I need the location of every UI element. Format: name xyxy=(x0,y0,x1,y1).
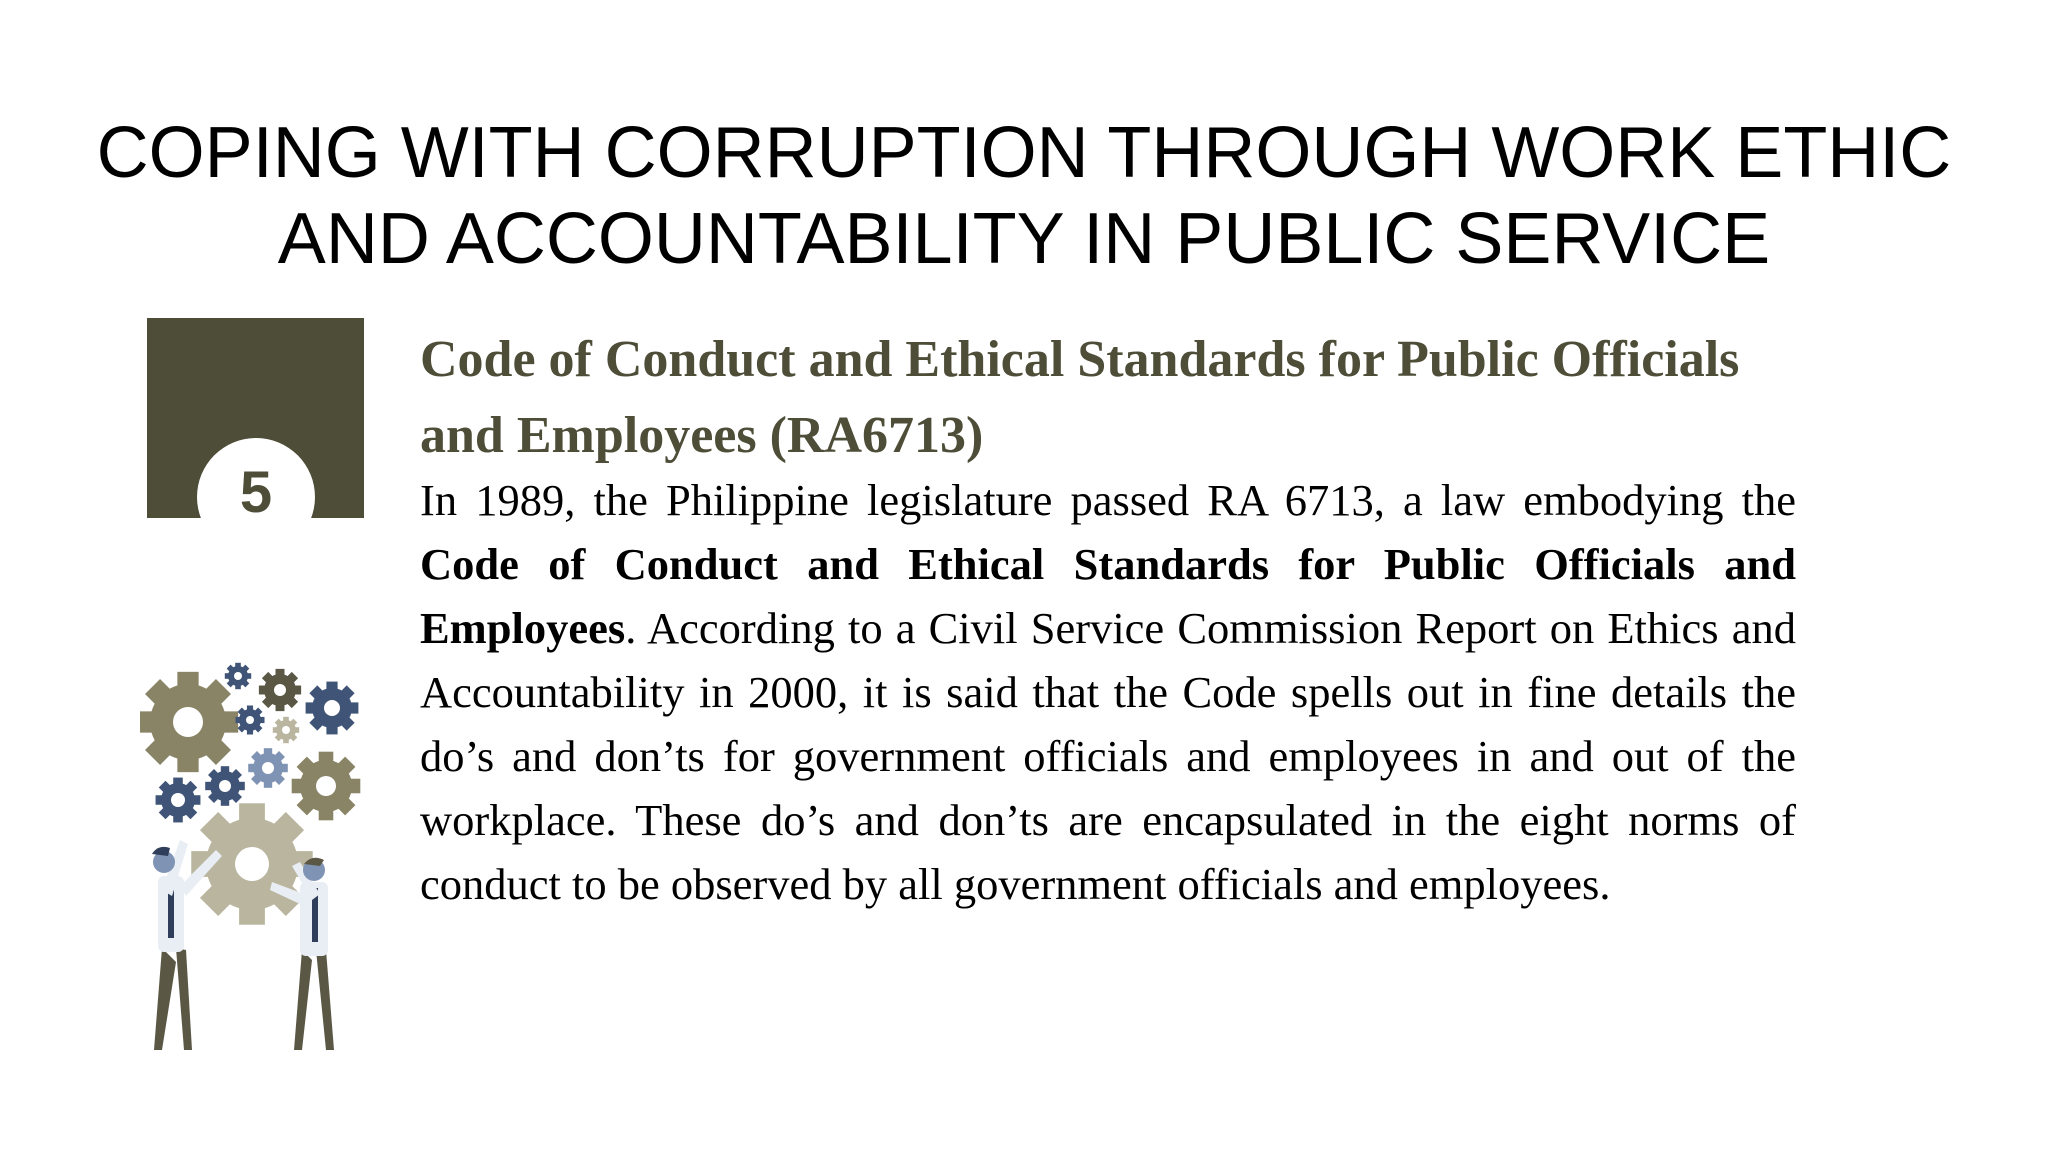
section-heading-line-1: Code of Conduct and Ethical Standards for Public Officials xyxy=(420,331,1740,388)
gear-icon-light-small xyxy=(273,717,299,743)
body-paragraph xyxy=(420,468,1796,916)
body-text-bold: Code of Conduct and Ethical Standards for Public Officials and Employees xyxy=(420,539,1796,653)
slide-title xyxy=(60,110,1988,282)
section-heading xyxy=(420,322,1900,474)
section-number: 5 xyxy=(239,460,273,525)
slide-title-line-1: COPING WITH CORRUPTION THROUGH WORK ETHIC xyxy=(96,113,1952,193)
body-text-part-1: In 1989, the Philippine legislature passed RA 6713, a law embodying the xyxy=(420,475,1796,525)
gear-icon-large-olive xyxy=(140,672,238,772)
gear-icon-navy-left xyxy=(156,778,201,823)
slide-title-line-2: AND ACCOUNTABILITY IN PUBLIC SERVICE xyxy=(277,199,1771,279)
gear-icon-dark-top xyxy=(259,669,301,711)
gear-icon-navy-middle xyxy=(235,705,264,734)
people-lifting-gears-illustration xyxy=(140,650,370,1060)
body-text-part-2: . According to a Civil Service Commission Report on Ethics and Accountability in 2000, it is said that the Code spells out in fine details the do’s and don’ts for government officials and employees in and out of the workplace. These do’s and don’ts are encapsulated in the eight norms of conduct to be observed by all government officials and employees. xyxy=(420,603,1796,909)
gear-icon-olive-right xyxy=(292,752,361,821)
section-heading-line-2: and Employees (RA6713) xyxy=(420,407,984,464)
person-right-icon xyxy=(270,858,334,1050)
gear-icon-navy-top-small xyxy=(225,663,251,689)
gear-icon-blue xyxy=(248,748,288,788)
gear-icon-navy-center xyxy=(205,766,245,806)
gear-icon-navy-right xyxy=(306,682,359,735)
